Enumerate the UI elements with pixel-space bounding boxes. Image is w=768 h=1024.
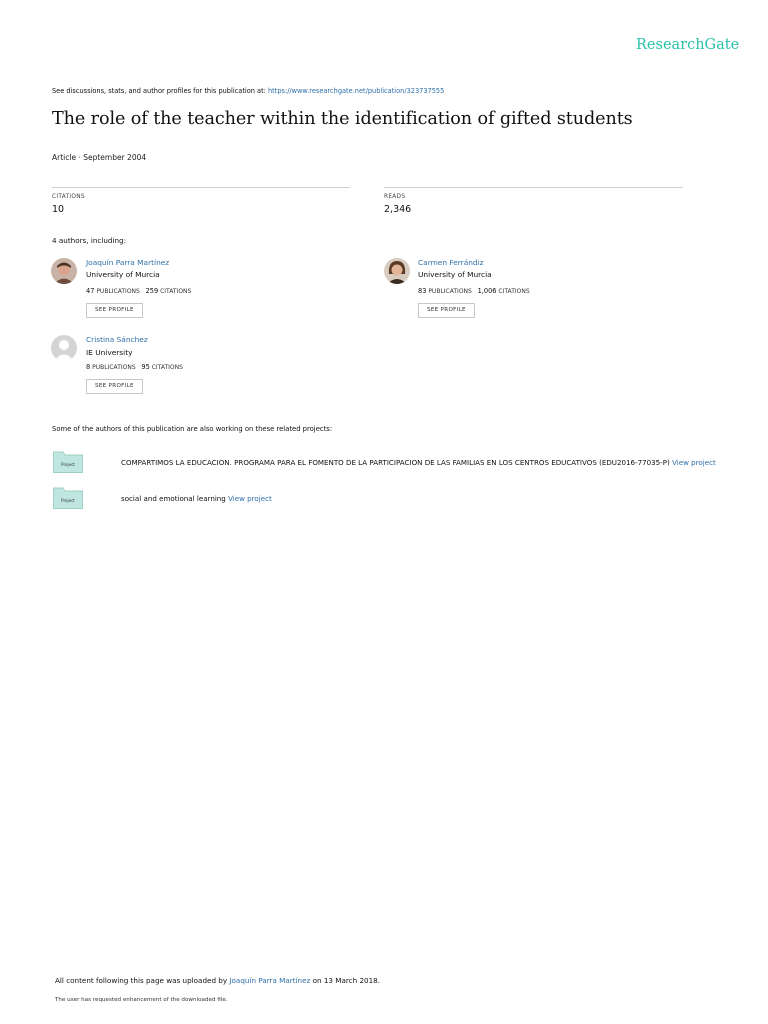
upload-prefix: All content following this page was uploaded by (55, 976, 230, 985)
publications-label: PUBLICATIONS (428, 288, 472, 295)
article-meta: Article · September 2004 (52, 153, 147, 162)
see-profile-button[interactable]: SEE PROFILE (86, 303, 143, 318)
author-stats (86, 363, 183, 371)
upload-suffix: on 13 March 2018. (310, 976, 381, 985)
see-profile-button[interactable]: SEE PROFILE (86, 379, 143, 394)
citations-label: CITATIONS (52, 194, 85, 200)
projects-heading: Some of the authors of this publication are also working on these related projects: (52, 425, 333, 433)
folder-label: Project (61, 498, 75, 503)
view-project-link[interactable]: View project (672, 458, 716, 467)
citations-value: 10 (52, 204, 65, 215)
avatar-icon[interactable] (384, 258, 410, 284)
reads-label: READS (384, 194, 406, 200)
reads-value: 2,346 (384, 204, 412, 215)
folder-icon[interactable] (53, 487, 83, 509)
publications-count: 47 (86, 287, 95, 295)
citations-label: CITATIONS (160, 288, 192, 295)
folder-label: Project (61, 462, 75, 467)
author-name-link[interactable]: Carmen Ferrándiz (418, 258, 484, 267)
authors-heading: 4 authors, including: (52, 236, 127, 245)
citations-label: CITATIONS (151, 364, 183, 371)
citations-count: 259 (145, 287, 159, 295)
uploader-link[interactable]: Joaquín Parra Martínez (229, 976, 311, 985)
reads-divider (384, 187, 683, 188)
project-item (121, 494, 272, 503)
intro-line (52, 87, 444, 95)
upload-note (55, 976, 380, 985)
author-institution: University of Murcia (418, 270, 492, 279)
author-stats (418, 287, 530, 295)
citations-count: 1,006 (477, 287, 497, 295)
avatar-icon[interactable] (51, 258, 77, 284)
author-institution: University of Murcia (86, 270, 160, 279)
view-project-link[interactable]: View project (228, 494, 272, 503)
author-institution: IE University (86, 348, 133, 357)
publications-label: PUBLICATIONS (92, 364, 136, 371)
citations-count: 95 (141, 363, 150, 371)
avatar-icon[interactable] (51, 335, 77, 361)
enhancement-note: The user has requested enhancement of the downloaded file. (55, 997, 228, 1003)
researchgate-logo[interactable]: ResearchGate (636, 37, 740, 53)
author-name-link[interactable]: Joaquín Parra Martínez (86, 258, 170, 267)
publications-count: 8 (86, 363, 91, 371)
citations-label: CITATIONS (498, 288, 530, 295)
publications-label: PUBLICATIONS (96, 288, 140, 295)
citations-divider (52, 187, 350, 188)
author-name-link[interactable]: Cristina Sánchez (86, 335, 148, 344)
article-title: The role of the teacher within the identification of gifted students (52, 109, 633, 129)
project-item (121, 458, 716, 467)
project-name: COMPARTIMOS LA EDUCACION. PROGRAMA PARA EL FOMENTO DE LA PARTICIPACION DE LAS FAMILIAS EN LOS CENTROS EDUCATIVOS (EDU2016-77035-P) (121, 458, 670, 467)
publication-url-link[interactable]: https://www.researchgate.net/publication/323737555 (268, 87, 445, 95)
intro-text: See discussions, stats, and author profiles for this publication at: (52, 87, 268, 95)
folder-icon[interactable] (53, 451, 83, 473)
project-name: social and emotional learning (121, 494, 226, 503)
author-stats (86, 287, 191, 295)
see-profile-button[interactable]: SEE PROFILE (418, 303, 475, 318)
publications-count: 83 (418, 287, 427, 295)
